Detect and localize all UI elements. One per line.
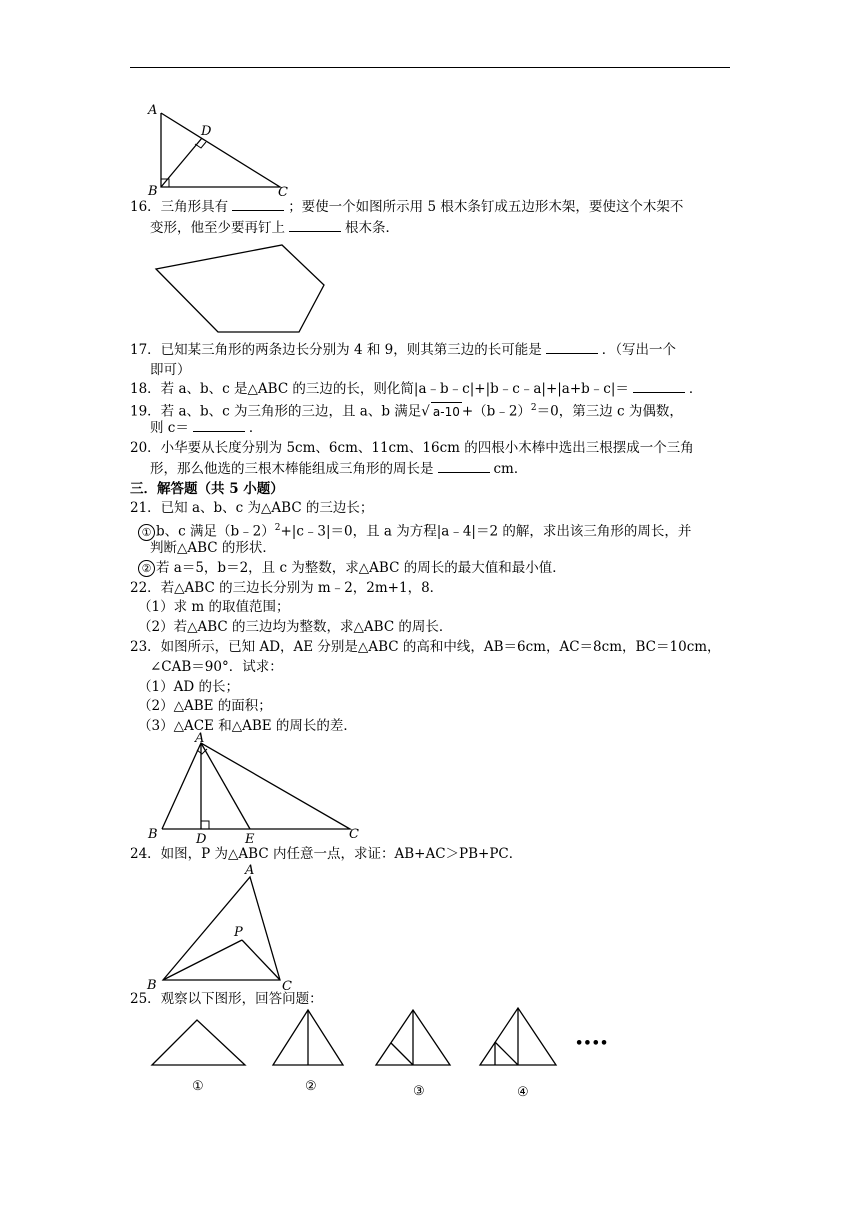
q17-blank[interactable] [546, 341, 598, 354]
q19-blank[interactable] [193, 419, 245, 432]
label-d: D [201, 124, 212, 139]
label-a: A [195, 731, 205, 746]
q19-text-b: +（b﹣2） [461, 403, 531, 420]
figure-pentagon [150, 240, 340, 340]
q17-text-b: ．（写出一个 [601, 342, 676, 358]
q21-marker-2: ② [138, 560, 155, 577]
q21-text-a: b、c 满足（b﹣2） [156, 523, 275, 540]
q16-text-b: ；要使一个如图所示用 5 根木条钉成五边形木架，要使这个木架不 [288, 199, 684, 215]
q16-text-d: 根木条． [345, 220, 399, 236]
q23-stem: 23．如图所示，已知 AD，AE 分别是△ABC 的高和中线，AB＝6cm，AC＝8cm，BC＝10cm， [130, 639, 721, 655]
q17-line2: 即可） [150, 362, 191, 378]
q19-exp: 2 [530, 403, 537, 413]
q23-stem2: ∠CAB＝90°．试求： [150, 659, 283, 675]
q18-text-b: ． [688, 381, 703, 397]
label-fig-1: ① [192, 1079, 204, 1094]
q16-text-c: 变形，他至少要再钉上 [150, 220, 285, 236]
q21-marker-1: ① [138, 524, 155, 541]
q19-text-c: ＝0，第三边 c 为偶数， [536, 403, 683, 420]
label-c: C [349, 827, 359, 842]
q21-line2: 判断△ABC 的形状． [150, 540, 276, 556]
q18-line [130, 380, 702, 398]
q20-line2 [150, 460, 527, 478]
q19-line1 [130, 399, 683, 421]
q20-line1: 20．小华要从长度分别为 5cm、6cm、11cm、16cm 的四根小木棒中选出三根摆成一个三角 [130, 440, 694, 456]
label-a: A [148, 103, 158, 118]
q18-blank[interactable] [633, 380, 685, 393]
label-fig-2: ② [305, 1079, 317, 1094]
q22-part2: （2）若△ABC 的三边均为整数，求△ABC 的周长． [138, 619, 453, 635]
q22-part1: （1）求 m 的取值范围； [138, 599, 290, 615]
q22-stem: 22．若△ABC 的三边长分别为 m﹣2，2m+1，8． [130, 580, 444, 596]
q19-text-e: ． [248, 420, 263, 436]
q16-blank2[interactable] [289, 219, 341, 232]
q20-blank[interactable] [438, 460, 490, 473]
label-c: C [282, 979, 292, 994]
label-d: D [196, 832, 207, 847]
q19-text-a: 19．若 a、b、c 为三角形的三边，且 a、b 满足 [130, 403, 422, 420]
q20-text-c: cm． [493, 461, 528, 477]
ellipsis-dots: •••• [575, 1036, 609, 1051]
label-b: B [148, 827, 158, 842]
q21-exp: 2 [274, 523, 281, 533]
q23-part3: （3）△ACE 和△ABE 的周长的差． [138, 718, 357, 734]
figure-q24-triangle [145, 860, 305, 995]
label-fig-4: ④ [517, 1085, 529, 1100]
q18-text-a: 18．若 a、b、c 是△ABC 的三边的长，则化简|a﹣b﹣c|+|b﹣c﹣a|+|a+b﹣c|＝ [130, 381, 629, 397]
label-b: B [148, 184, 158, 199]
q24-stem: 24．如图，P 为△ABC 内任意一点，求证：AB+AC＞PB+PC． [130, 846, 523, 862]
q21-line3 [138, 559, 566, 577]
header-rule [130, 67, 730, 68]
q16-line1 [130, 198, 683, 216]
label-e: E [245, 832, 255, 847]
label-b: B [147, 978, 157, 993]
q19-text-d: 则 c＝ [150, 420, 189, 436]
sqrt-symbol: √ [421, 403, 430, 420]
q16-text-a: 16．三角形具有 [130, 199, 229, 215]
q21-text-b: +|c﹣3|＝0，且 a 为方程|a﹣4|＝2 的解，求出该三角形的周长，并 [280, 523, 692, 540]
figure-q25-sequence [140, 1005, 610, 1105]
q21-line1 [138, 519, 691, 541]
q17-line1 [130, 341, 676, 359]
label-c: C [278, 185, 288, 200]
label-fig-3: ③ [413, 1084, 425, 1099]
q19-radicand: a-10 [431, 402, 462, 421]
label-p: P [234, 925, 243, 940]
q20-text-b: 形，那么他选的三根木棒能组成三角形的周长是 [150, 461, 434, 477]
q17-text-a: 17．已知某三角形的两条边长分别为 4 和 9，则其第三边的长可能是 [130, 342, 542, 358]
q23-part1: （1）AD 的长； [138, 679, 239, 695]
q21-text-c: 若 a＝5，b＝2，且 c 为整数，求△ABC 的周长的最大值和最小值． [156, 560, 566, 576]
q21-stem: 21．已知 a、b、c 为△ABC 的三边长； [130, 500, 374, 516]
q23-part2: （2）△ABE 的面积； [138, 698, 272, 714]
section-heading: 三．解答题（共 5 小题） [130, 481, 284, 497]
q19-line2 [150, 419, 262, 437]
q25-stem: 25．观察以下图形，回答问题： [130, 991, 323, 1007]
figure-q23-triangle [145, 730, 375, 845]
label-a: A [245, 863, 255, 878]
q16-blank1[interactable] [232, 198, 284, 211]
figure-right-triangle-abd [140, 100, 300, 200]
q16-line2 [150, 219, 399, 237]
